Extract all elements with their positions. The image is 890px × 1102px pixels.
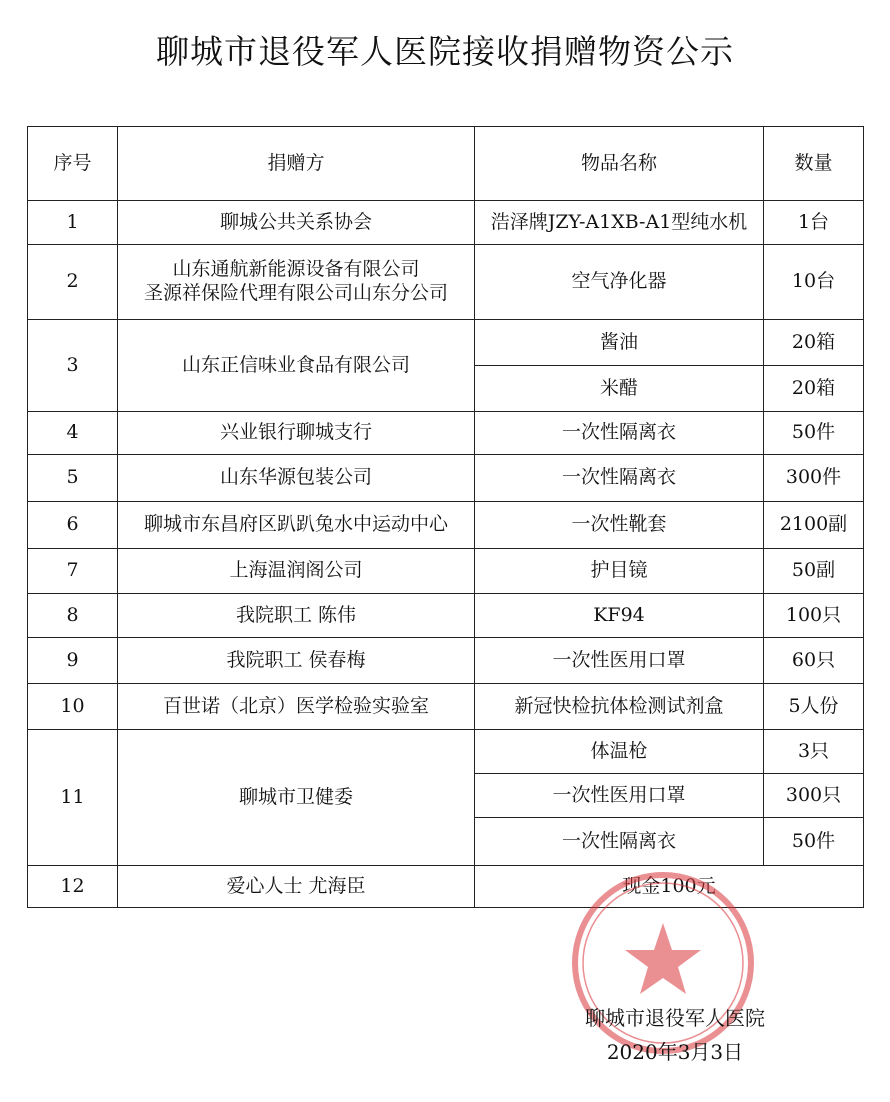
donor-cell: 聊城公共关系协会	[118, 201, 475, 245]
donor-line: 山东通航新能源设备有限公司	[172, 258, 420, 281]
table-row	[28, 549, 864, 594]
table-row	[28, 730, 864, 774]
item-name-cell: 一次性隔离衣	[475, 412, 764, 455]
item-name-cell: 一次性医用口罩	[475, 774, 764, 818]
quantity-cell: 50件	[764, 818, 864, 866]
donor-cell: 爱心人士 尤海臣	[118, 866, 475, 908]
row-index: 2	[28, 245, 118, 320]
donation-table	[27, 126, 864, 908]
table-row	[28, 502, 864, 549]
row-index: 5	[28, 455, 118, 502]
item-name-cell: 体温枪	[475, 730, 764, 774]
donor-cell: 兴业银行聊城支行	[118, 412, 475, 455]
item-name-cell: 现金100元	[475, 866, 864, 908]
table-row	[28, 638, 864, 684]
item-name-cell: 新冠快检抗体检测试剂盒	[475, 684, 764, 730]
row-index: 9	[28, 638, 118, 684]
quantity-cell: 5人份	[764, 684, 864, 730]
item-name-cell: 一次性隔离衣	[475, 455, 764, 502]
quantity-cell: 50件	[764, 412, 864, 455]
table-row	[28, 684, 864, 730]
quantity-cell: 60只	[764, 638, 864, 684]
header-index: 序号	[28, 127, 118, 201]
donor-cell: 聊城市东昌府区趴趴兔水中运动中心	[118, 502, 475, 549]
donor-cell: 我院职工 侯春梅	[118, 638, 475, 684]
quantity-cell: 20箱	[764, 320, 864, 366]
table-row	[28, 455, 864, 502]
table-row	[28, 866, 864, 908]
quantity-cell: 10台	[764, 245, 864, 320]
row-index: 6	[28, 502, 118, 549]
donor-line: 圣源祥保险代理有限公司山东分公司	[143, 282, 448, 304]
header-quantity: 数量	[764, 127, 864, 201]
donor-cell: 聊城市卫健委	[118, 730, 475, 866]
table-row	[28, 245, 864, 320]
donor-cell: 上海温润阁公司	[118, 549, 475, 594]
header-item-name: 物品名称	[475, 127, 764, 201]
table-row	[28, 201, 864, 245]
table-row	[28, 412, 864, 455]
item-name-cell: KF94	[475, 594, 764, 638]
donor-cell: 山东正信味业食品有限公司	[118, 320, 475, 412]
signature-org: 聊城市退役军人医院	[585, 1006, 765, 1030]
quantity-cell: 2100副	[764, 502, 864, 549]
item-name-cell: 护目镜	[475, 549, 764, 594]
signature-date: 2020年3月3日	[606, 1040, 744, 1064]
row-index: 7	[28, 549, 118, 594]
quantity-cell: 3只	[764, 730, 864, 774]
item-name-cell: 一次性靴套	[475, 502, 764, 549]
quantity-cell: 300只	[764, 774, 864, 818]
item-name-cell: 浩泽牌JZY-A1XB-A1型纯水机	[475, 201, 764, 245]
item-name-cell: 酱油	[475, 320, 764, 366]
item-name-cell: 一次性医用口罩	[475, 638, 764, 684]
item-name-cell: 空气净化器	[475, 245, 764, 320]
row-index: 11	[28, 730, 118, 866]
quantity-cell: 300件	[764, 455, 864, 502]
row-index: 8	[28, 594, 118, 638]
table-header-row	[28, 127, 864, 201]
row-index: 3	[28, 320, 118, 412]
row-index: 12	[28, 866, 118, 908]
donor-cell: 山东华源包装公司	[118, 455, 475, 502]
header-donor: 捐赠方	[118, 127, 475, 201]
page-title: 聊城市退役军人医院接收捐赠物资公示	[156, 32, 734, 71]
row-index: 4	[28, 412, 118, 455]
table-row	[28, 320, 864, 366]
row-index: 1	[28, 201, 118, 245]
donor-cell	[118, 245, 475, 320]
item-name-cell: 米醋	[475, 366, 764, 412]
donor-cell: 百世诺（北京）医学检验实验室	[118, 684, 475, 730]
quantity-cell: 50副	[764, 549, 864, 594]
quantity-cell: 20箱	[764, 366, 864, 412]
row-index: 10	[28, 684, 118, 730]
item-name-cell: 一次性隔离衣	[475, 818, 764, 866]
quantity-cell: 1台	[764, 201, 864, 245]
quantity-cell: 100只	[764, 594, 864, 638]
table-row	[28, 594, 864, 638]
donor-cell: 我院职工 陈伟	[118, 594, 475, 638]
